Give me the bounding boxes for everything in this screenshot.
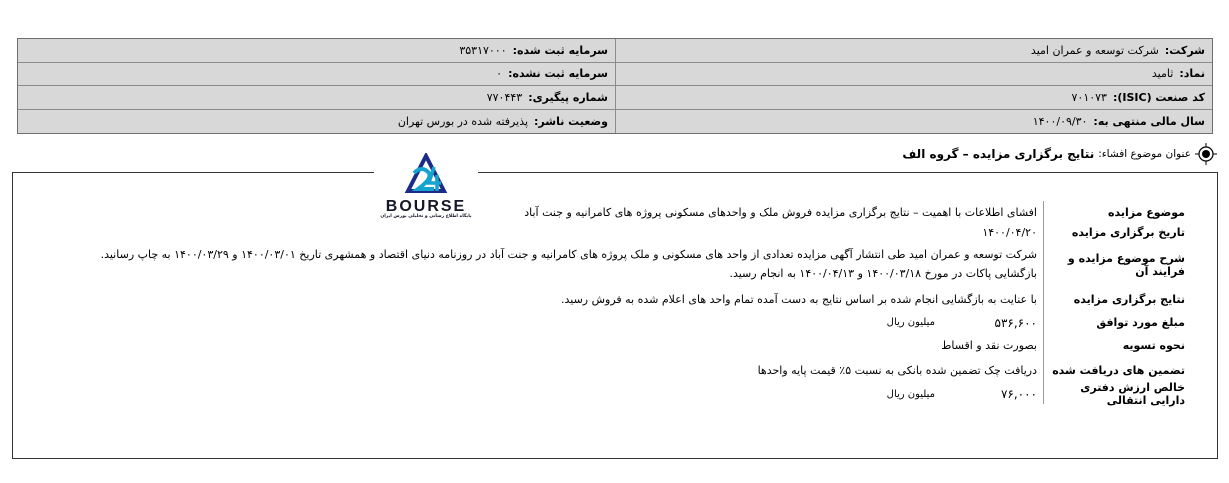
publisher-status-label: وضعیت ناشر: (534, 114, 608, 128)
registered-capital-cell (18, 39, 615, 62)
settlement-label: نحوه تسویه (1043, 333, 1187, 357)
company-label: شرکت: (1164, 43, 1205, 57)
isic-value: ۷۰۱۰۷۳ (1071, 90, 1107, 104)
unregistered-capital-cell (18, 63, 615, 86)
agreed-amount-value: ۵۳۶,۶۰۰ (994, 315, 1037, 330)
info-row (18, 110, 1212, 134)
detail-row-agreed-amount (97, 312, 1187, 333)
tracking-cell (18, 86, 615, 109)
tracking-value: ۷۷۰۴۴۳ (486, 90, 523, 104)
registered-capital-label: سرمایه ثبت شده: (512, 43, 608, 57)
result-label: نتایج برگزاری مزایده (1043, 287, 1187, 312)
details-table (97, 201, 1187, 407)
publisher-status-cell (18, 110, 615, 134)
agreed-amount-cell (97, 312, 1043, 333)
unregistered-capital-label: سرمایه ثبت نشده: (508, 67, 608, 81)
fiscal-year-label: سال مالی منتهی به: (1093, 114, 1205, 128)
symbol-label: نماد: (1179, 67, 1205, 81)
company-cell (615, 39, 1212, 62)
isic-label: کد صنعت (ISIC): (1112, 90, 1205, 104)
subject-prefix: عنوان موضوع افشاء: (1098, 148, 1191, 160)
agreed-amount-unit: میلیون ریال (886, 317, 935, 328)
detail-row-date (97, 223, 1187, 242)
company-value: شرکت توسعه و عمران امید (1030, 43, 1159, 57)
isic-cell (615, 86, 1212, 109)
guarantees-label: تضمین های دریافت شده (1043, 357, 1187, 384)
info-row (18, 86, 1212, 110)
symbol-cell (615, 63, 1212, 86)
info-row (18, 39, 1212, 63)
settlement-value: بصورت نقد و اقساط (941, 338, 1037, 352)
agreed-amount-label: مبلغ مورد توافق (1043, 312, 1187, 333)
logo-caption: پایگاه اطلاع رسانی و تحلیلی بورس ایران (380, 214, 472, 219)
subject-title: نتایج برگزاری مزایده – گروه الف (902, 147, 1095, 161)
detail-row-description (97, 242, 1187, 287)
fiscal-year-value: ۱۴۰۰/۰۹/۳۰ (1032, 114, 1088, 128)
net-book-value-label: خالص ارزش دفتری دارایی انتقالی (1043, 384, 1187, 404)
publisher-status-value: پذیرفته شده در بورس تهران (397, 114, 529, 128)
fiscal-year-cell (615, 110, 1212, 134)
net-book-value-unit: میلیون ریال (886, 388, 935, 400)
target-icon (1195, 143, 1217, 165)
topic-value: افشای اطلاعات با اهمیت – نتایج برگزاری مزایده فروش ملک و واحدهای مسکونی پروژه های کامرانیه و جنت آباد (524, 205, 1037, 219)
net-book-value-cell (97, 384, 1043, 404)
net-book-value-value: ۷۶,۰۰۰ (1000, 387, 1037, 401)
detail-row-net-book-value (97, 381, 1187, 407)
topic-label: موضوع مزایده (1043, 201, 1187, 223)
date-label: تاریخ برگزاری مزایده (1043, 223, 1187, 242)
registered-capital-value: ۳۵۳۱۷۰۰۰ (459, 43, 507, 57)
info-row (18, 63, 1212, 87)
company-info-table (17, 38, 1213, 134)
description-label: شرح موضوع مزایده و فرایند آن (1043, 242, 1187, 287)
subject-heading (902, 143, 1217, 165)
detail-row-result (97, 287, 1187, 312)
result-value: با عنایت به بازگشایی انجام شده بر اساس نتایج به دست آمده تمام واحد های اعلام شده به فروش رسید. (560, 293, 1037, 306)
guarantees-value: دریافت چک تضمین شده بانکی به نسبت ۵٪ قیمت پایه واحدها (757, 364, 1037, 377)
tracking-label: شماره پیگیری: (528, 90, 608, 104)
date-value: ۱۴۰۰/۰۴/۲۰ (982, 226, 1037, 239)
unregistered-capital-value: ۰ (496, 67, 503, 81)
detail-row-settlement (97, 333, 1187, 357)
disclosure-box (12, 172, 1218, 459)
description-value: شرکت توسعه و عمران امید طی انتشار آگهی مزایده تعدادی از واحد های مسکونی و ملک پروژه های کامرانیه و جنت آباد در روزنامه دنیای اقتصاد و همشهری تاریخ ۱۴۰۰/۰۳/۰۱ و ۱۴۰۰/۰۳/۲۹ به چاپ رسانید. بازگشایی پاکات در مورخ ۱۴۰۰/۰۳/۱۸ و ۱۴۰۰/۰۴/۱۳ به انجام رسید. (100, 248, 1037, 280)
detail-row-topic (97, 201, 1187, 223)
symbol-value: ثامید (1151, 67, 1174, 81)
bourse-brand-text: BOURSE (385, 198, 467, 215)
detail-row-guarantees (97, 357, 1187, 384)
